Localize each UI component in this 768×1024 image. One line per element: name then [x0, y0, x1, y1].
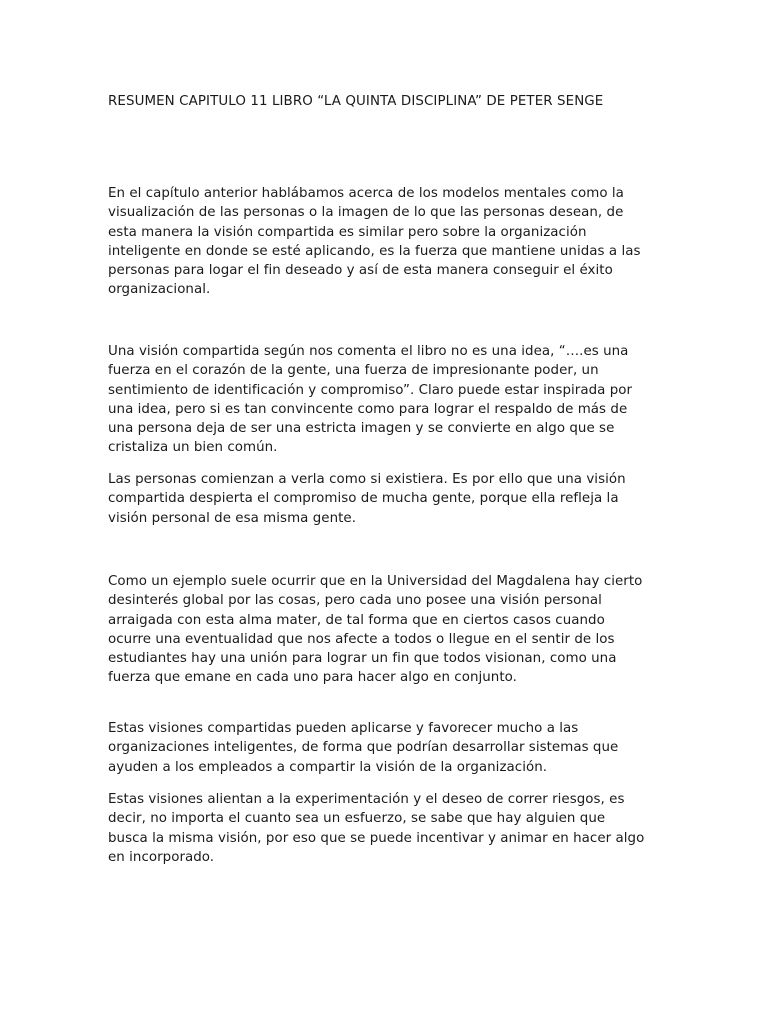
- paragraph-1: En el capítulo anterior hablábamos acerca de los modelos mentales como la visualización de las personas o la imagen de lo que las personas desean, de esta manera la visión compartida es similar pero sobre la organización inteligente en donde se esté aplicando, es la fuerza que mantiene unidas a las personas para logar el fin deseado y así de esta manera conseguir el éxito organizacional.: [108, 186, 641, 298]
- paragraph-6: Estas visiones alientan a la experimentación y el deseo de correr riesgos, es decir, no importa el cuanto sea un esfuerzo, se sabe que hay alguien que busca la misma visión, por eso que se puede incentivar y animar en hacer algo en incorporado.: [108, 792, 645, 865]
- document-title: RESUMEN CAPITULO 11 LIBRO “LA QUINTA DISCIPLINA” DE PETER SENGE: [108, 94, 604, 109]
- paragraph-4: Como un ejemplo suele ocurrir que en la Universidad del Magdalena hay cierto desinterés global por las cosas, pero cada uno posee una visión personal arraigada con esta alma mater, de tal forma que en ciertos casos cuando ocurre una eventualidad que nos afecte a todos o llegue en el sentir de los estudiantes hay una unión para lograr un fin que todos visionan, como una fuerza que emane en cada uno para hacer algo en conjunto.: [108, 574, 643, 686]
- paragraph-3: Las personas comienzan a verla como si existiera. Es por ello que una visión compartida despierta el compromiso de mucha gente, porque ella refleja la visión personal de esa misma gente.: [108, 472, 626, 526]
- paragraph-5: Estas visiones compartidas pueden aplicarse y favorecer mucho a las organizaciones inteligentes, de forma que podrían desarrollar sistemas que ayuden a los empleados a compartir la visión de la organización.: [108, 721, 619, 775]
- paragraph-2: Una visión compartida según nos comenta el libro no es una idea, “….es una fuerza en el corazón de la gente, una fuerza de impresionante poder, un sentimiento de identificación y compromiso”. Claro puede estar inspirada por una idea, pero si es tan convincente como para lograr el respaldo de más de una persona deja de ser una estricta imagen y se convierte en algo que se cristaliza un bien común.: [108, 344, 633, 456]
